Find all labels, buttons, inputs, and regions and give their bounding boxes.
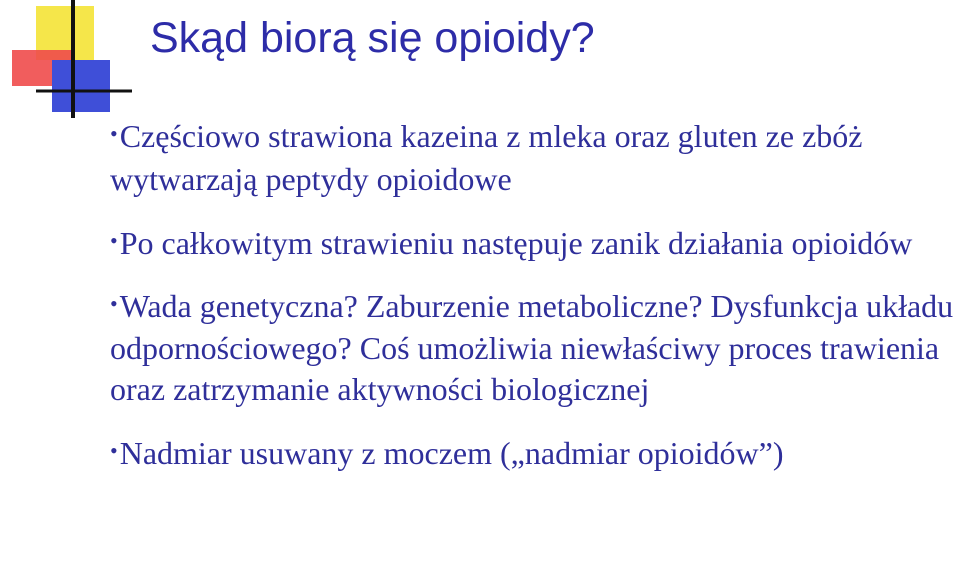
bullet-marker: • [110,228,118,253]
bullet-list [110,112,955,491]
bullet-text: Wada genetyczna? Zaburzenie metaboliczne? Dysfunkcja układu odpornościowego? Coś umożliwia niewłaściwy proces trawienia oraz zatrzymanie aktywności biologicznej [110,288,954,407]
bullet-text: Nadmiar usuwany z moczem („nadmiar opioidów”) [119,434,784,471]
bullet-text: Częściowo strawiona kazeina z mleka oraz gluten ze zbóż wytwarzają peptydy opioidowe [110,118,863,197]
bullet-text: Po całkowitym strawieniu następuje zanik działania opioidów [119,225,913,261]
bullet-marker: • [110,291,118,316]
bullet-item [110,112,955,201]
bullet-item [110,429,955,475]
decorative-squares-graphic [0,0,140,125]
bullet-marker: • [110,437,118,463]
slide-title: Skąd biorą się opioidy? [150,14,595,62]
bullet-item [110,219,955,265]
bullet-marker: • [110,121,118,146]
bullet-item [110,283,955,411]
blue-square [52,60,110,112]
